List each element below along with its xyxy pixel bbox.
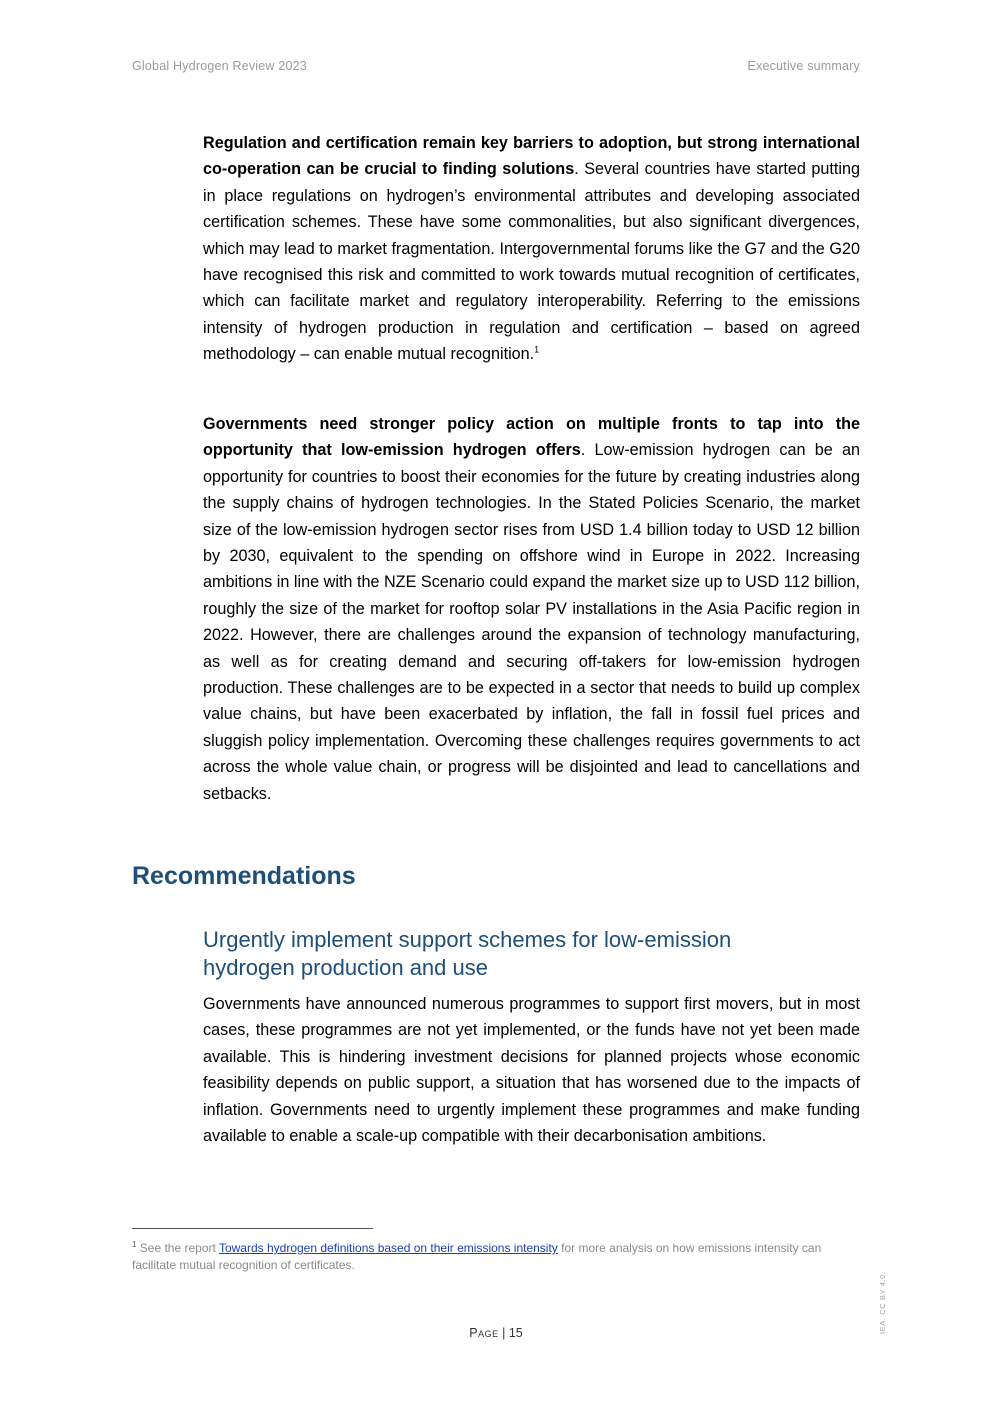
paragraph-regulation — [203, 130, 860, 368]
paragraph-body: . Several countries have started putting in place regulations on hydrogen’s environmental attributes and developing associated certification schemes. These have some commonalities, but also significant divergences, which may lead to market fragmentation. Intergovernmental forums like the G7 and the G20 have recognised this risk and committed to work towards mutual recognition of certificates, which can facilitate market and regulatory interoperability. Referring to the emissions intensity of hydrogen production in regulation and certification – based on agreed methodology – can enable mutual recognition. — [203, 160, 860, 364]
section-heading-recommendations: Recommendations — [132, 862, 356, 890]
page-number-value: 15 — [508, 1326, 523, 1340]
paragraph-body: . Low-emission hydrogen can be an opportunity for countries to boost their economies for the future by creating industries along the supply chains of hydrogen technologies. In the Stated Policies Scenario, the market size of the low-emission hydrogen sector rises from USD 1.4 billion today to USD 12 billion by 2030, equivalent to the spending on offshore wind in Europe in 2022. Increasing ambitions in line with the NZE Scenario could expand the market size up to USD 112 billion, roughly the size of the market for rooftop solar PV installations in the Asia Pacific region in 2022. However, there are challenges around the expansion of technology manufacturing, as well as for creating demand and securing off-takers for low-emission hydrogen production. These challenges are to be expected in a sector that needs to build up complex value chains, but have been exacerbated by inflation, the fall in fossil fuel prices and sluggish policy implementation. Overcoming these challenges requires governments to act across the whole value chain, or progress will be disjointed and lead to cancellations and setbacks. — [203, 441, 860, 803]
page-separator: | — [498, 1326, 509, 1340]
paragraph-recommendation-body: Governments have announced numerous programmes to support first movers, but in most cases, these programmes are not yet implemented, or the funds have not yet been made available. This is hindering investment decisions for planned projects whose economic feasibility depends on public support, a situation that has worsened due to the impacts of inflation. Governments need to urgently implement these programmes and make funding available to enable a scale-up compatible with their decarbonisation ambitions. — [203, 995, 860, 1146]
page-number — [0, 1326, 992, 1340]
footnote-prefix: See the report — [136, 1241, 219, 1255]
footnote-reference[interactable]: 1 — [534, 344, 540, 355]
recommendation-subheading: Urgently implement support schemes for low-emission hydrogen production and use — [203, 927, 732, 980]
footnote-suffix: for more analysis on how emissions intensity can facilitate mutual recognition of certificates. — [132, 1241, 822, 1272]
paragraph-lead-bold: Governments need stronger policy action on multiple fronts to tap into the opportunity that low-emission hydrogen offers — [203, 415, 860, 460]
footnote-report-link[interactable]: Towards hydrogen definitions based on their emissions intensity — [218, 1241, 558, 1255]
license-label: IEA. CC BY 4.0. — [878, 1271, 887, 1334]
header-report-title: Global Hydrogen Review 2023 — [132, 59, 307, 73]
footnote — [132, 1236, 860, 1274]
paragraph-lead-bold: Regulation and certification remain key barriers to adoption, but strong international co-operation can be crucial to finding solutions — [203, 134, 860, 179]
page-label: Page — [469, 1326, 499, 1340]
footnote-number: 1 — [132, 1240, 137, 1249]
header-section-title: Executive summary — [747, 59, 860, 73]
footnote-divider — [132, 1228, 373, 1229]
paragraph-policy-action — [203, 411, 860, 807]
